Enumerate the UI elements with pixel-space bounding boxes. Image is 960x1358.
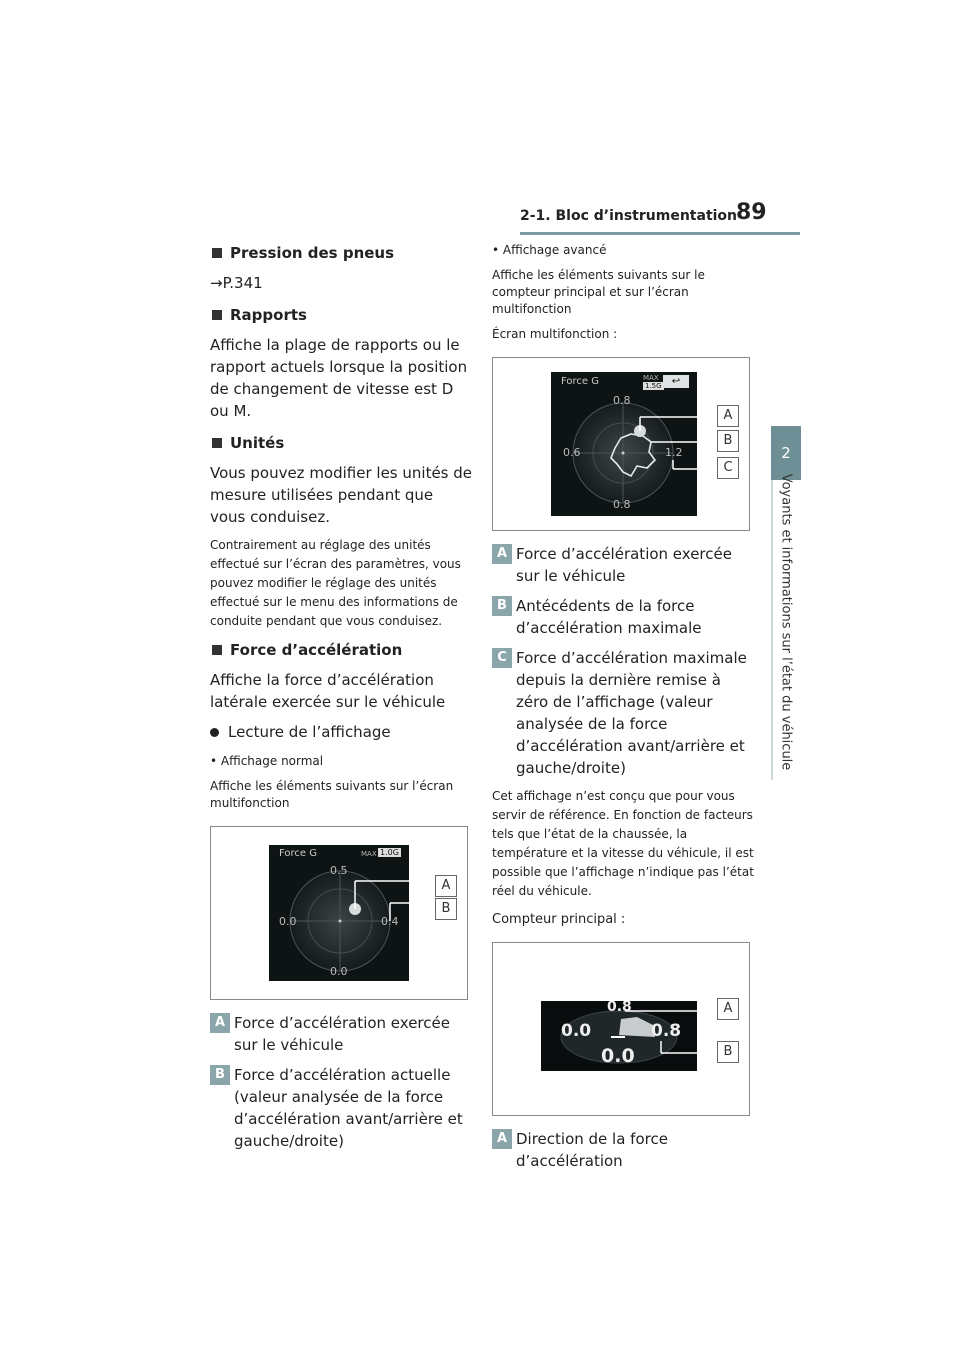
- chapter-tab-number: 2: [771, 426, 801, 480]
- legend-item-b: B Force d’accélération actuelle (valeur analysée de la force d’accélération avant/arrière et gauche/droite): [210, 1064, 472, 1152]
- gauge-right-value: 1.2: [665, 446, 683, 459]
- callout-a: A: [435, 875, 457, 897]
- legend-item-a: A Force d’accélération exercée sur le véhicule: [492, 543, 754, 587]
- square-bullet-icon: [212, 438, 222, 448]
- normal-display-text: Affiche les éléments suivants sur l’écran multifonction: [210, 779, 454, 810]
- gauge-top-value: 0.8: [613, 394, 631, 407]
- legend-item-direction: A Direction de la force d’accélération: [492, 1128, 754, 1172]
- heading-tire-pressure: Pression des pneus: [210, 244, 472, 262]
- normal-display-bullet: • Affichage normal: [210, 754, 324, 768]
- reading-heading: Lecture de l’affichage: [210, 723, 472, 741]
- figure-normal-display: [210, 826, 468, 1000]
- gauge-left-value: 0.0: [279, 915, 297, 928]
- heading-acceleration-force: Force d’accélération: [210, 641, 472, 659]
- section-title: 2-1. Bloc d’instrumentation: [520, 208, 738, 224]
- main-meter-label: Compteur principal :: [492, 912, 626, 927]
- max-value: 1.5G: [645, 382, 662, 390]
- meter-bottom-value: 0.0: [601, 1045, 635, 1067]
- g-force-screen-advanced: [551, 372, 697, 516]
- advanced-display-bullet: • Affichage avancé: [492, 243, 607, 257]
- callout-c: C: [717, 457, 739, 479]
- legend-item-a: A Force d’accélération exercée sur le véhicule: [210, 1012, 472, 1056]
- callout-a: A: [717, 405, 739, 427]
- square-bullet-icon: [212, 645, 222, 655]
- header-rule: [520, 232, 800, 235]
- square-bullet-icon: [212, 310, 222, 320]
- right-column: [492, 242, 754, 1180]
- callout-a: A: [717, 998, 739, 1020]
- round-bullet-icon: [210, 728, 219, 737]
- heading-units: Unités: [210, 434, 472, 452]
- max-value: 1.0G: [380, 848, 399, 857]
- callout-b: B: [717, 430, 739, 452]
- gauge-bottom-value: 0.8: [613, 498, 631, 511]
- acceleration-description: Affiche la force d’accélération latérale exercée sur le véhicule: [210, 671, 446, 711]
- meter-right-value: 0.8: [651, 1021, 682, 1041]
- max-label: MAX: [643, 374, 659, 382]
- page-number: 89: [736, 200, 767, 225]
- gear-description: Affiche la plage de rapports ou le rapport actuels lorsque la position de changement de vitesse est D ou M.: [210, 336, 468, 420]
- left-column: [210, 242, 472, 1160]
- advanced-display-text: Affiche les éléments suivants sur le compteur principal et sur l’écran multifonction: [492, 268, 705, 316]
- max-label: MAX: [361, 850, 377, 858]
- units-description: Vous pouvez modifier les unités de mesure utilisées pendant que vous conduisez.: [210, 464, 473, 526]
- main-meter-screen: [541, 1001, 697, 1071]
- multi-info-label: Écran multifonction :: [492, 327, 618, 341]
- gauge-bottom-value: 0.0: [330, 965, 348, 978]
- legend-item-b: B Antécédents de la force d’accélération maximale: [492, 595, 754, 639]
- screen-title: Force G: [279, 848, 317, 859]
- g-force-screen: [269, 845, 409, 981]
- gauge-left-value: 0.6: [563, 446, 581, 459]
- heading-gears: Rapports: [210, 306, 472, 324]
- tire-reference: →P.341: [210, 274, 263, 292]
- reference-note: Cet affichage n’est conçu que pour vous servir de référence. En fonction de facteurs tels que l’état de la chaussée, la température et la vitesse du véhicule, il est possible que l’affichage n’indique pas l’état réel du véhicule.: [492, 789, 754, 898]
- screen-title: Force G: [561, 376, 599, 387]
- figure-main-meter: [492, 942, 750, 1116]
- gauge-right-value: 0.4: [381, 915, 399, 928]
- meter-left-value: 0.0: [561, 1021, 592, 1041]
- units-note: Contrairement au réglage des unités effectué sur l’écran des paramètres, vous pouvez modifier le réglage des unités effectué sur le menu des informations de conduite pendant que vous conduisez.: [210, 538, 461, 628]
- back-icon[interactable]: ↩: [663, 375, 689, 388]
- legend-item-c: C Force d’accélération maximale depuis la dernière remise à zéro de l’affichage (valeur analysée de la force d’accélération avant/arrière et gauche/droite): [492, 647, 754, 779]
- square-bullet-icon: [212, 248, 222, 258]
- chapter-tab-title: Voyants et informations sur l’état du véhicule: [778, 473, 794, 771]
- callout-b: B: [435, 898, 457, 920]
- gauge-top-value: 0.5: [330, 864, 348, 877]
- figure-advanced-display: [492, 357, 750, 531]
- meter-top-value: 0.8: [607, 1001, 632, 1015]
- callout-b: B: [717, 1041, 739, 1063]
